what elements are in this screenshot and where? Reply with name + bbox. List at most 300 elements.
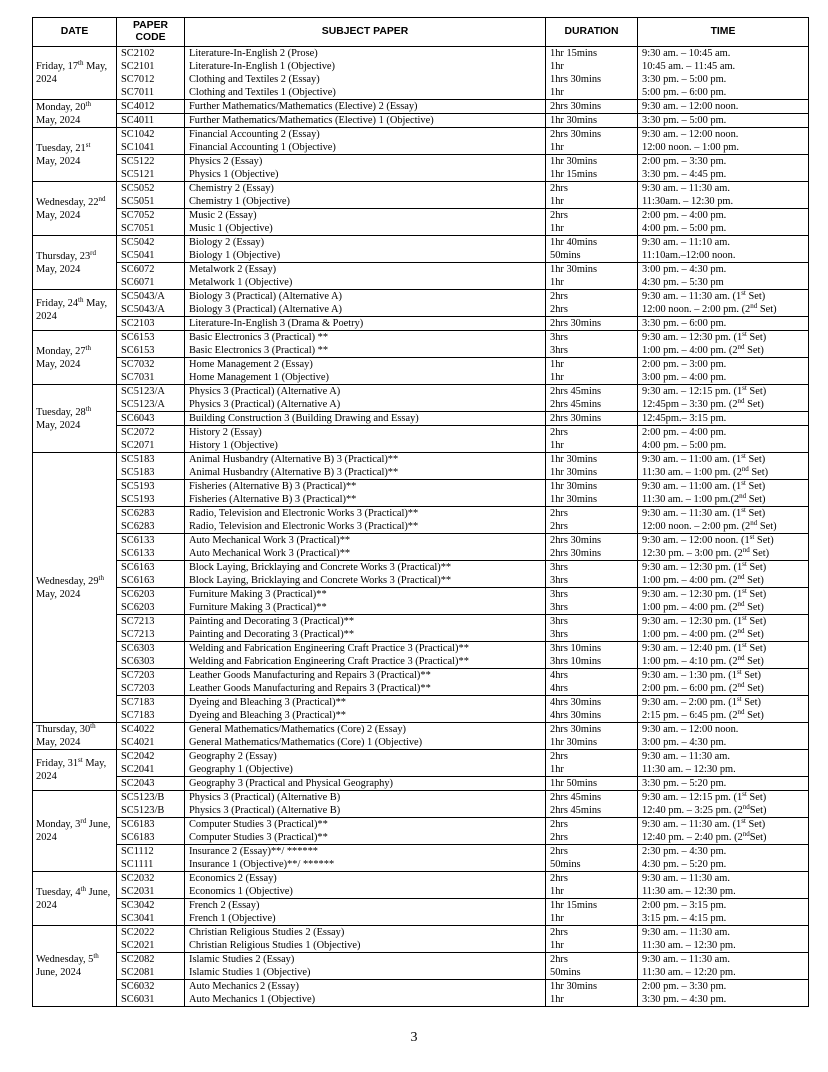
paper-code: SC5041 bbox=[121, 250, 155, 261]
duration-cell bbox=[546, 818, 638, 845]
paper-code: SC2103 bbox=[121, 318, 155, 329]
subject-paper: Christian Religious Studies 2 (Essay) bbox=[189, 927, 345, 938]
paper-code: SC5183 bbox=[121, 467, 155, 478]
paper-code: SC4022 bbox=[121, 724, 155, 735]
subject-paper: Home Management 2 (Essay) bbox=[189, 359, 313, 370]
paper-code: SC5193 bbox=[121, 481, 155, 492]
duration: 2hrs bbox=[550, 873, 568, 884]
subject-paper: Animal Husbandry (Alternative B) 3 (Practical)** bbox=[189, 454, 399, 465]
paper-code: SC3041 bbox=[121, 913, 155, 924]
subject-paper: Auto Mechanics 1 (Objective) bbox=[189, 994, 316, 1005]
subject-paper-cell bbox=[185, 358, 546, 385]
paper-code: SC2032 bbox=[121, 873, 155, 884]
time: 1:00 pm. – 4:00 pm. (2nd Set) bbox=[642, 573, 764, 586]
subject-paper: Home Management 1 (Objective) bbox=[189, 372, 329, 383]
duration-cell bbox=[546, 426, 638, 453]
paper-code-cell bbox=[117, 453, 185, 480]
timetable-row bbox=[33, 642, 809, 669]
paper-code-cell bbox=[117, 128, 185, 155]
subject-paper: Painting and Decorating 3 (Practical)** bbox=[189, 629, 355, 640]
duration: 2hrs bbox=[550, 819, 568, 830]
subject-paper-cell bbox=[185, 615, 546, 642]
subject-paper: Physics 3 (Practical) (Alternative A) bbox=[189, 399, 341, 410]
time-cell bbox=[638, 899, 809, 926]
duration: 2hrs bbox=[550, 427, 568, 438]
timetable-row bbox=[33, 385, 809, 412]
exam-date: Tuesday, 21st May, 2024 bbox=[33, 128, 117, 182]
paper-code: SC5043/A bbox=[121, 291, 165, 302]
time: 1:00 pm. – 4:00 pm. (2nd Set) bbox=[642, 343, 764, 356]
paper-code-cell bbox=[117, 331, 185, 358]
time-cell bbox=[638, 182, 809, 209]
subject-paper: Literature-In-English 3 (Drama & Poetry) bbox=[189, 318, 364, 329]
paper-code: SC7183 bbox=[121, 697, 155, 708]
subject-paper: Computer Studies 3 (Practical)** bbox=[189, 832, 328, 843]
subject-paper: General Mathematics/Mathematics (Core) 1 (Objective) bbox=[189, 737, 423, 748]
paper-code: SC6303 bbox=[121, 656, 155, 667]
duration-cell bbox=[546, 47, 638, 100]
subject-paper-cell bbox=[185, 953, 546, 980]
timetable-row bbox=[33, 317, 809, 331]
timetable-row bbox=[33, 953, 809, 980]
time: 3:30 pm. – 5:20 pm. bbox=[642, 778, 727, 789]
paper-code: SC1111 bbox=[121, 859, 154, 870]
timetable-row bbox=[33, 182, 809, 209]
paper-code: SC6203 bbox=[121, 602, 155, 613]
subject-paper: Basic Electronics 3 (Practical) ** bbox=[189, 345, 329, 356]
duration: 1hr 30mins bbox=[550, 981, 598, 992]
paper-code-cell bbox=[117, 926, 185, 953]
paper-code: SC2042 bbox=[121, 751, 155, 762]
time: 11:30am. – 12:30 pm. bbox=[642, 196, 734, 207]
paper-code: SC4021 bbox=[121, 737, 155, 748]
duration-cell bbox=[546, 155, 638, 182]
paper-code: SC5183 bbox=[121, 454, 155, 465]
duration-cell bbox=[546, 507, 638, 534]
paper-code-cell bbox=[117, 209, 185, 236]
paper-code-cell bbox=[117, 696, 185, 723]
subject-paper: Dyeing and Bleaching 3 (Practical)** bbox=[189, 710, 346, 721]
time: 9:30 am. – 12:00 noon. bbox=[642, 101, 739, 112]
paper-code: SC2041 bbox=[121, 764, 155, 775]
paper-code-cell bbox=[117, 317, 185, 331]
duration: 3hrs 10mins bbox=[550, 643, 602, 654]
timetable-row bbox=[33, 47, 809, 100]
paper-code-cell bbox=[117, 480, 185, 507]
duration-cell bbox=[546, 845, 638, 872]
paper-code: SC5052 bbox=[121, 183, 155, 194]
duration: 1hr bbox=[550, 277, 564, 288]
duration: 1hr bbox=[550, 440, 564, 451]
paper-code-cell bbox=[117, 47, 185, 100]
subject-paper-cell bbox=[185, 385, 546, 412]
paper-code-cell bbox=[117, 114, 185, 128]
time: 10:45 am. – 11:45 am. bbox=[642, 61, 736, 72]
subject-paper: Economics 1 (Objective) bbox=[189, 886, 293, 897]
page-number: 3 bbox=[410, 1030, 418, 1045]
subject-paper-cell bbox=[185, 980, 546, 1007]
duration-cell bbox=[546, 331, 638, 358]
paper-code-cell bbox=[117, 236, 185, 263]
time: 9:30 am. – 11:30 am. (1st Set) bbox=[642, 289, 766, 302]
duration: 50mins bbox=[550, 250, 581, 261]
subject-paper: Further Mathematics/Mathematics (Elective) 2 (Essay) bbox=[189, 101, 418, 112]
duration: 1hr 30mins bbox=[550, 481, 598, 492]
timetable-row bbox=[33, 426, 809, 453]
paper-code-cell bbox=[117, 791, 185, 818]
timetable-sheet bbox=[32, 17, 808, 1007]
subject-paper-cell bbox=[185, 453, 546, 480]
subject-paper-cell bbox=[185, 412, 546, 426]
timetable-row bbox=[33, 980, 809, 1007]
paper-code-cell bbox=[117, 426, 185, 453]
subject-paper: Fisheries (Alternative B) 3 (Practical)** bbox=[189, 494, 357, 505]
time: 9:30 am. – 11:30 am. bbox=[642, 927, 730, 938]
paper-code: SC7032 bbox=[121, 359, 155, 370]
duration: 1hr bbox=[550, 764, 564, 775]
time: 4:30 pm. – 5:30 pm bbox=[642, 277, 724, 288]
duration: 1hrs 30mins bbox=[550, 74, 602, 85]
subject-paper: Insurance 2 (Essay)**/ ****** bbox=[189, 846, 318, 857]
paper-code: SC2071 bbox=[121, 440, 155, 451]
time: 9:30 am. – 12:30 pm. (1st Set) bbox=[642, 330, 767, 343]
paper-code: SC7052 bbox=[121, 210, 155, 221]
paper-code: SC5051 bbox=[121, 196, 155, 207]
timetable-row bbox=[33, 331, 809, 358]
paper-code: SC5123/A bbox=[121, 386, 165, 397]
subject-paper: Music 2 (Essay) bbox=[189, 210, 257, 221]
subject-paper-cell bbox=[185, 669, 546, 696]
duration: 1hr bbox=[550, 142, 564, 153]
subject-paper: Painting and Decorating 3 (Practical)** bbox=[189, 616, 355, 627]
duration-cell bbox=[546, 953, 638, 980]
subject-paper-cell bbox=[185, 182, 546, 209]
paper-code-cell bbox=[117, 100, 185, 114]
exam-date: Thursday, 23rd May, 2024 bbox=[33, 236, 117, 290]
exam-date: Monday, 27th May, 2024 bbox=[33, 331, 117, 385]
duration-cell bbox=[546, 317, 638, 331]
subject-paper-cell bbox=[185, 845, 546, 872]
duration-cell bbox=[546, 615, 638, 642]
subject-paper: Computer Studies 3 (Practical)** bbox=[189, 819, 328, 830]
time-cell bbox=[638, 209, 809, 236]
subject-paper: Economics 2 (Essay) bbox=[189, 873, 277, 884]
time-cell bbox=[638, 114, 809, 128]
paper-code: SC6133 bbox=[121, 548, 155, 559]
subject-paper: Islamic Studies 1 (Objective) bbox=[189, 967, 311, 978]
timetable-row bbox=[33, 818, 809, 845]
paper-code: SC7213 bbox=[121, 616, 155, 627]
subject-paper-cell bbox=[185, 926, 546, 953]
duration-cell bbox=[546, 561, 638, 588]
time-cell bbox=[638, 953, 809, 980]
time: 2:00 pm. – 3:15 pm. bbox=[642, 900, 727, 911]
header-time: TIME bbox=[638, 18, 809, 47]
duration: 4hrs bbox=[550, 683, 568, 694]
duration-cell bbox=[546, 480, 638, 507]
duration: 1hr bbox=[550, 886, 564, 897]
time-cell bbox=[638, 615, 809, 642]
paper-code-cell bbox=[117, 182, 185, 209]
duration: 1hr bbox=[550, 61, 564, 72]
paper-code-cell bbox=[117, 615, 185, 642]
duration: 2hrs 30mins bbox=[550, 101, 602, 112]
duration: 1hr 30mins bbox=[550, 156, 598, 167]
duration: 50mins bbox=[550, 967, 581, 978]
subject-paper-cell bbox=[185, 642, 546, 669]
header-date: DATE bbox=[33, 18, 117, 47]
timetable-row bbox=[33, 791, 809, 818]
subject-paper: Music 1 (Objective) bbox=[189, 223, 273, 234]
paper-code-cell bbox=[117, 263, 185, 290]
time: 4:00 pm. – 5:00 pm. bbox=[642, 223, 727, 234]
paper-code-cell bbox=[117, 385, 185, 412]
paper-code-cell bbox=[117, 953, 185, 980]
duration: 2hrs bbox=[550, 832, 568, 843]
time: 9:30 am. – 12:40 pm. (1st Set) bbox=[642, 641, 767, 654]
subject-paper-cell bbox=[185, 818, 546, 845]
paper-code-cell bbox=[117, 642, 185, 669]
subject-paper: Block Laying, Bricklaying and Concrete Works 3 (Practical)** bbox=[189, 575, 452, 586]
paper-code: SC5042 bbox=[121, 237, 155, 248]
paper-code: SC5121 bbox=[121, 169, 155, 180]
paper-code: SC6303 bbox=[121, 643, 155, 654]
subject-paper: Financial Accounting 1 (Objective) bbox=[189, 142, 336, 153]
duration: 2hrs 30mins bbox=[550, 724, 602, 735]
time-cell bbox=[638, 777, 809, 791]
header-row bbox=[33, 18, 809, 47]
time: 9:30 am. – 12:30 pm. (1st Set) bbox=[642, 587, 767, 600]
paper-code: SC6163 bbox=[121, 562, 155, 573]
paper-code: SC4012 bbox=[121, 101, 155, 112]
paper-code: SC7031 bbox=[121, 372, 155, 383]
paper-code-cell bbox=[117, 777, 185, 791]
time: 11:30 am. – 12:30 pm. bbox=[642, 764, 736, 775]
subject-paper-cell bbox=[185, 534, 546, 561]
paper-code-cell bbox=[117, 588, 185, 615]
time-cell bbox=[638, 980, 809, 1007]
time: 9:30 am. – 11:10 am. bbox=[642, 237, 730, 248]
duration-cell bbox=[546, 642, 638, 669]
duration: 2hrs 30mins bbox=[550, 548, 602, 559]
duration: 2hrs bbox=[550, 751, 568, 762]
duration: 1hr bbox=[550, 372, 564, 383]
subject-paper: Christian Religious Studies 1 (Objective) bbox=[189, 940, 361, 951]
subject-paper: Welding and Fabrication Engineering Craft Practice 3 (Practical)** bbox=[189, 656, 469, 667]
duration: 2hrs 45mins bbox=[550, 386, 602, 397]
duration: 1hr 30mins bbox=[550, 737, 598, 748]
time-cell bbox=[638, 791, 809, 818]
time: 2:00 pm. – 3:30 pm. bbox=[642, 981, 727, 992]
subject-paper: French 2 (Essay) bbox=[189, 900, 260, 911]
duration-cell bbox=[546, 385, 638, 412]
timetable-row bbox=[33, 723, 809, 750]
duration: 2hrs 45mins bbox=[550, 792, 602, 803]
duration: 2hrs 45mins bbox=[550, 805, 602, 816]
subject-paper-cell bbox=[185, 114, 546, 128]
time-cell bbox=[638, 561, 809, 588]
time-cell bbox=[638, 358, 809, 385]
paper-code: SC6283 bbox=[121, 508, 155, 519]
subject-paper: Metalwork 2 (Essay) bbox=[189, 264, 277, 275]
time-cell bbox=[638, 426, 809, 453]
duration: 3hrs bbox=[550, 616, 568, 627]
time: 3:30 pm. – 5:00 pm. bbox=[642, 115, 727, 126]
exam-date: Friday, 17th May, 2024 bbox=[33, 47, 117, 100]
subject-paper: Clothing and Textiles 2 (Essay) bbox=[189, 74, 320, 85]
time: 2:00 pm. – 4:00 pm. bbox=[642, 210, 727, 221]
duration: 1hr bbox=[550, 196, 564, 207]
time-cell bbox=[638, 723, 809, 750]
time-cell bbox=[638, 331, 809, 358]
subject-paper-cell bbox=[185, 290, 546, 317]
subject-paper: Literature-In-English 2 (Prose) bbox=[189, 48, 318, 59]
subject-paper-cell bbox=[185, 750, 546, 777]
subject-paper-cell bbox=[185, 331, 546, 358]
paper-code-cell bbox=[117, 750, 185, 777]
paper-code: SC6133 bbox=[121, 535, 155, 546]
subject-paper-cell bbox=[185, 47, 546, 100]
subject-paper: History 1 (Objective) bbox=[189, 440, 278, 451]
subject-paper: Chemistry 2 (Essay) bbox=[189, 183, 274, 194]
time: 9:30 am. – 11:30 am. (1st Set) bbox=[642, 506, 766, 519]
subject-paper-cell bbox=[185, 263, 546, 290]
time: 2:00 pm. – 3:30 pm. bbox=[642, 156, 727, 167]
subject-paper-cell bbox=[185, 696, 546, 723]
time: 9:30 am. – 11:30 am. bbox=[642, 183, 730, 194]
timetable-row bbox=[33, 412, 809, 426]
duration-cell bbox=[546, 696, 638, 723]
subject-paper: Physics 2 (Essay) bbox=[189, 156, 263, 167]
time: 9:30 am. – 12:30 pm. (1st Set) bbox=[642, 560, 767, 573]
time: 9:30 am. – 11:30 am. bbox=[642, 873, 730, 884]
timetable-row bbox=[33, 263, 809, 290]
time: 9:30 am. – 11:30 am. bbox=[642, 751, 730, 762]
subject-paper: Furniture Making 3 (Practical)** bbox=[189, 589, 327, 600]
subject-paper: Metalwork 1 (Objective) bbox=[189, 277, 293, 288]
paper-code-cell bbox=[117, 507, 185, 534]
paper-code: SC6163 bbox=[121, 575, 155, 586]
time: 11:30 am. – 12:30 pm. bbox=[642, 940, 736, 951]
paper-code: SC2021 bbox=[121, 940, 155, 951]
paper-code: SC7051 bbox=[121, 223, 155, 234]
duration: 2hrs bbox=[550, 210, 568, 221]
subject-paper-cell bbox=[185, 561, 546, 588]
duration: 3hrs bbox=[550, 575, 568, 586]
time-cell bbox=[638, 290, 809, 317]
duration: 2hrs 30mins bbox=[550, 535, 602, 546]
duration: 1hr 50mins bbox=[550, 778, 598, 789]
duration: 2hrs 45mins bbox=[550, 399, 602, 410]
time: 2:00 pm. – 3:00 pm. bbox=[642, 359, 727, 370]
duration-cell bbox=[546, 100, 638, 114]
subject-paper: Physics 3 (Practical) (Alternative A) bbox=[189, 386, 341, 397]
time-cell bbox=[638, 453, 809, 480]
paper-code: SC6032 bbox=[121, 981, 155, 992]
duration: 1hr bbox=[550, 913, 564, 924]
subject-paper: Radio, Television and Electronic Works 3 (Practical)** bbox=[189, 508, 419, 519]
subject-paper: Building Construction 3 (Building Drawing and Essay) bbox=[189, 413, 419, 424]
paper-code-cell bbox=[117, 155, 185, 182]
subject-paper: Biology 3 (Practical) (Alternative A) bbox=[189, 304, 342, 315]
paper-code: SC3042 bbox=[121, 900, 155, 911]
duration: 3hrs 10mins bbox=[550, 656, 602, 667]
exam-timetable bbox=[32, 17, 809, 1007]
time: 9:30 am. – 1:30 pm. (1st Set) bbox=[642, 668, 761, 681]
subject-paper: Physics 3 (Practical) (Alternative B) bbox=[189, 792, 341, 803]
time: 11:10am.–12:00 noon. bbox=[642, 250, 736, 261]
subject-paper-cell bbox=[185, 209, 546, 236]
subject-paper-cell bbox=[185, 872, 546, 899]
header-subject-paper: SUBJECT PAPER bbox=[185, 18, 546, 47]
time-cell bbox=[638, 412, 809, 426]
time: 3:00 pm. – 4:30 pm. bbox=[642, 737, 727, 748]
time: 3:00 pm. – 4:30 pm. bbox=[642, 264, 727, 275]
time: 9:30 am. – 12:30 pm. (1st Set) bbox=[642, 614, 767, 627]
paper-code-cell bbox=[117, 669, 185, 696]
paper-code: SC7213 bbox=[121, 629, 155, 640]
exam-date: Monday, 3rd June, 2024 bbox=[33, 791, 117, 872]
duration: 2hrs bbox=[550, 508, 568, 519]
time: 12:00 noon. – 2:00 pm. (2nd Set) bbox=[642, 519, 777, 532]
paper-code: SC6183 bbox=[121, 819, 155, 830]
duration-cell bbox=[546, 358, 638, 385]
time: 3:30 pm. – 4:45 pm. bbox=[642, 169, 727, 180]
paper-code-cell bbox=[117, 358, 185, 385]
subject-paper-cell bbox=[185, 236, 546, 263]
subject-paper: Physics 1 (Objective) bbox=[189, 169, 279, 180]
duration: 1hr 15mins bbox=[550, 169, 598, 180]
header-paper-code: PAPER CODE bbox=[117, 18, 185, 47]
duration: 1hr 30mins bbox=[550, 264, 598, 275]
time: 9:30 am. – 11:00 am. (1st Set) bbox=[642, 479, 766, 492]
subject-paper-cell bbox=[185, 588, 546, 615]
timetable-row bbox=[33, 453, 809, 480]
paper-code: SC1041 bbox=[121, 142, 155, 153]
paper-code: SC7011 bbox=[121, 87, 155, 98]
time: 1:00 pm. – 4:00 pm. (2nd Set) bbox=[642, 600, 764, 613]
subject-paper: Insurance 1 (Objective)**/ ****** bbox=[189, 859, 335, 870]
time: 11:30 am. – 1:00 pm.(2nd Set) bbox=[642, 492, 766, 505]
time: 9:30 am. – 12:15 pm. (1st Set) bbox=[642, 384, 767, 397]
duration: 2hrs bbox=[550, 304, 568, 315]
exam-date: Friday, 24th May, 2024 bbox=[33, 290, 117, 331]
duration-cell bbox=[546, 412, 638, 426]
duration: 2hrs 30mins bbox=[550, 413, 602, 424]
paper-code: SC6183 bbox=[121, 832, 155, 843]
time: 3:15 pm. – 4:15 pm. bbox=[642, 913, 727, 924]
subject-paper-cell bbox=[185, 100, 546, 114]
timetable-row bbox=[33, 615, 809, 642]
paper-code: SC2072 bbox=[121, 427, 155, 438]
timetable-row bbox=[33, 561, 809, 588]
duration: 4hrs 30mins bbox=[550, 710, 602, 721]
duration: 1hr 15mins bbox=[550, 900, 598, 911]
paper-code: SC1042 bbox=[121, 129, 155, 140]
paper-code: SC5122 bbox=[121, 156, 155, 167]
duration-cell bbox=[546, 114, 638, 128]
subject-paper: History 2 (Essay) bbox=[189, 427, 262, 438]
paper-code-cell bbox=[117, 845, 185, 872]
subject-paper: Geography 3 (Practical and Physical Geography) bbox=[189, 778, 393, 789]
exam-date: Wednesday, 29th May, 2024 bbox=[33, 453, 117, 723]
exam-date: Thursday, 30th May, 2024 bbox=[33, 723, 117, 750]
subject-paper: Furniture Making 3 (Practical)** bbox=[189, 602, 327, 613]
duration: 4hrs 30mins bbox=[550, 697, 602, 708]
duration: 3hrs bbox=[550, 345, 568, 356]
time: 5:00 pm. – 6:00 pm. bbox=[642, 87, 727, 98]
subject-paper-cell bbox=[185, 317, 546, 331]
